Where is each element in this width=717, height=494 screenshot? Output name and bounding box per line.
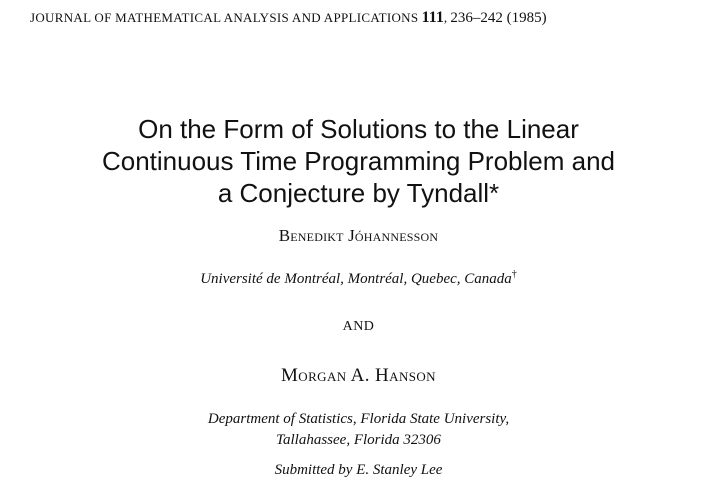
affiliation-2-line-2: Tallahassee, Florida 32306 [276,432,441,448]
title-line-3: a Conjecture by Tyndall* [217,178,500,208]
affiliation-2-line-1: Department of Statistics, Florida State University, [207,411,510,427]
journal-comma: , [443,10,448,25]
author-affiliation-2 [0,409,717,451]
journal-volume: 111 [421,9,444,26]
affiliation-footnote-mark: † [511,269,517,280]
title-line-2: Continuous Time Programming Problem and [101,146,616,176]
submitted-by: Submitted by E. Stanley Lee [274,462,443,478]
journal-pages-year: 236–242 (1985) [450,10,547,26]
title-line-1: On the Form of Solutions to the Linear [138,114,579,144]
paper-title [0,113,717,209]
author-name-1: Benedikt Jóhannesson [278,226,439,245]
author-affiliation-1 [0,271,717,288]
author-connector: AND [342,319,375,334]
author-name-2: Morgan A. Hanson [281,365,436,386]
affiliation-text-1: Université de Montréal, Montréal, Quebec, Canada [200,271,512,287]
journal-header [30,9,547,27]
journal-name: JOURNAL OF MATHEMATICAL ANALYSIS AND APPLICATIONS [30,10,419,25]
